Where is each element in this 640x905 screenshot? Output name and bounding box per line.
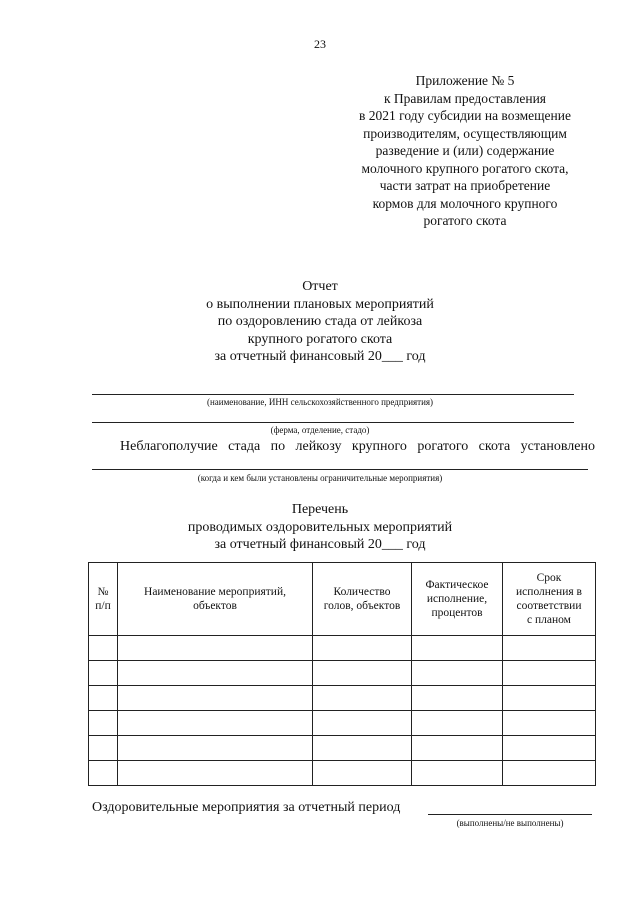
appendix-line: части затрат на приобретение (379, 178, 551, 193)
table-row (89, 736, 596, 761)
enterprise-fill-line[interactable] (92, 394, 574, 395)
table-cell[interactable] (118, 686, 313, 711)
table-cell[interactable] (503, 761, 596, 786)
table-cell[interactable] (503, 661, 596, 686)
footer-label: Оздоровительные мероприятия за отчетный период (92, 800, 401, 815)
measures-list-title (120, 501, 520, 554)
table-cell[interactable] (118, 661, 313, 686)
table-cell[interactable] (118, 636, 313, 661)
table-cell[interactable] (412, 661, 503, 686)
ill-health-statement: Неблагополучие стада по лейкозу крупного рогатого скота установлено (120, 439, 595, 454)
appendix-line: разведение и (или) содержание (375, 143, 555, 158)
header-deadline: Срок исполнения в соответствии с планом (503, 563, 596, 636)
header-count: Количество голов, объектов (313, 563, 412, 636)
measures-table (88, 562, 596, 786)
table-cell[interactable] (503, 736, 596, 761)
farm-caption: (ферма, отделение, стадо) (270, 425, 370, 435)
status-fill-line[interactable] (428, 814, 592, 815)
appendix-line: молочного крупного рогатого скота, (361, 160, 569, 176)
report-title-line: о выполнении плановых мероприятий (206, 296, 434, 312)
table-cell[interactable] (412, 711, 503, 736)
list-title-line: Перечень (291, 502, 349, 517)
table-cell[interactable] (412, 686, 503, 711)
table-header-row (89, 563, 596, 636)
table-cell[interactable] (118, 736, 313, 761)
appendix-line: производителям, осуществляющим (363, 125, 567, 141)
appendix-header (330, 72, 600, 230)
enterprise-caption: (наименование, ИНН сельскохозяйственного предприятия) (206, 397, 434, 407)
table-cell[interactable] (89, 636, 118, 661)
table-cell[interactable] (503, 636, 596, 661)
table-row (89, 661, 596, 686)
appendix-line: кормов для молочного крупного (372, 195, 558, 211)
table-cell[interactable] (118, 761, 313, 786)
farm-fill-line[interactable] (92, 422, 574, 423)
table-row (89, 711, 596, 736)
appendix-line: Приложение № 5 (415, 73, 515, 88)
table-cell[interactable] (313, 761, 412, 786)
table-cell[interactable] (89, 711, 118, 736)
header-name: Наименование мероприятий, объектов (118, 563, 313, 636)
table-cell[interactable] (503, 686, 596, 711)
table-cell[interactable] (313, 661, 412, 686)
header-actual: Фактическое исполнение, процентов (412, 563, 503, 636)
table-cell[interactable] (89, 661, 118, 686)
restrictions-caption: (когда и кем были установлены ограничительные мероприятия) (197, 473, 443, 483)
appendix-line: рогатого скота (423, 213, 507, 228)
list-title-line: за отчетный финансовый 20___ год (214, 537, 426, 552)
table-cell[interactable] (89, 761, 118, 786)
report-title-line: крупного рогатого скота (247, 331, 393, 347)
table-row (89, 686, 596, 711)
table-cell[interactable] (313, 636, 412, 661)
table-cell[interactable] (89, 686, 118, 711)
table-cell[interactable] (412, 636, 503, 661)
table-cell[interactable] (503, 711, 596, 736)
status-caption: (выполнены/не выполнены) (456, 818, 564, 828)
appendix-line: в 2021 году субсидии на возмещение (359, 108, 571, 123)
report-title-line: Отчет (302, 279, 338, 294)
table-cell[interactable] (412, 736, 503, 761)
table-cell[interactable] (412, 761, 503, 786)
appendix-line: к Правилам предоставления (383, 90, 547, 106)
restrictions-fill-line[interactable] (92, 469, 588, 470)
table-row (89, 636, 596, 661)
page-number: 23 (314, 37, 326, 51)
report-title-line: за отчетный финансовый 20___ год (214, 349, 426, 364)
header-num: № п/п (89, 563, 118, 636)
table-cell[interactable] (89, 736, 118, 761)
report-title (120, 278, 520, 366)
table-cell[interactable] (313, 736, 412, 761)
report-title-line: по оздоровлению стада от лейкоза (217, 314, 423, 329)
list-title-line: проводимых оздоровительных мероприятий (187, 519, 453, 535)
table-cell[interactable] (313, 711, 412, 736)
table-cell[interactable] (313, 686, 412, 711)
table-row (89, 761, 596, 786)
table-cell[interactable] (118, 711, 313, 736)
